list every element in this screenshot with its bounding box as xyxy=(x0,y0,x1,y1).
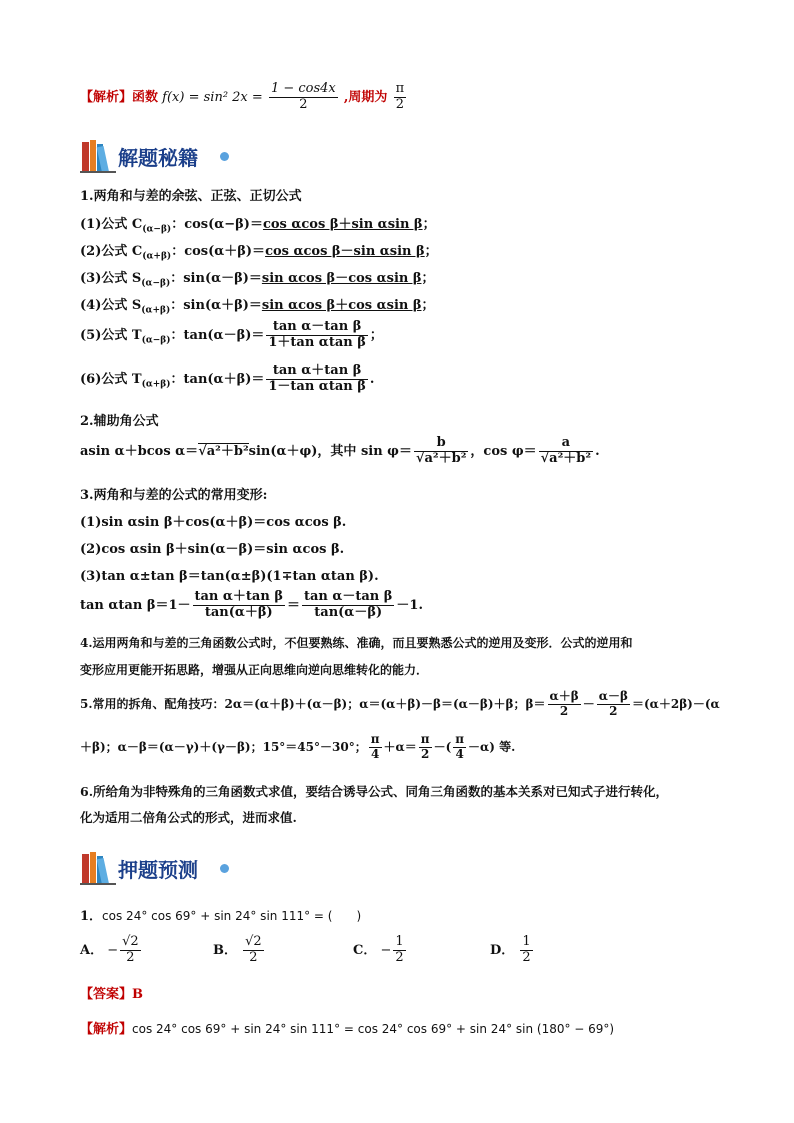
formula-5: (5)公式 $T_{(\alpha-\beta)}$：tan(α－β)＝ $\frac{\text{tan α－tan β}}{\text{1＋tan αtan β}}$ ； xyxy=(80,319,383,350)
func-label: 函数 xyxy=(132,89,159,105)
para-6a: 6.所给角为非特殊角的三角函数式求值，要结合诱导公式、同角三角函数的基本关系对已知式子进行转化， xyxy=(80,784,669,799)
transform-4: tan αtan β＝1－ $\frac{\text{tan α＋tan β}}{\tan(\alpha+\beta)}$ ＝ $\frac{\text{tan α－tan β}}{\tan(\alpha-\beta)}$ －1. xyxy=(80,589,423,620)
option-c: C． − $\frac{1}{2}$ xyxy=(353,934,404,965)
option-b-label: B． xyxy=(213,942,237,958)
books-icon xyxy=(80,850,120,886)
intro-frac-num: 1 − cos4x xyxy=(270,81,336,96)
option-b xyxy=(213,935,266,966)
heading-2: 2.辅助角公式 xyxy=(80,414,159,429)
intro-line xyxy=(80,82,408,113)
question-1: 1．cos 24° cos 69° + sin 24° sin 111° = ( ) xyxy=(80,909,362,924)
para-5b: ＋β)；α－β＝(α－γ)＋(γ－β)；15°＝45°－30°； $\frac{\pi}{4}$ ＋α＝ $\frac{\pi}{2}$ －( $\frac{\pi}{4}$ －α) 等. xyxy=(80,732,516,761)
intro-expr: f(x) = sin² 2x = xyxy=(162,89,263,105)
option-a-label: A． xyxy=(80,942,104,958)
para-6b: 化为适用二倍角公式的形式，进而求值. xyxy=(80,810,297,825)
formula-6: (6)公式 $T_{(\alpha+\beta)}$：tan(α＋β)＝ $\frac{\text{tan α＋tan β}}{\text{1－tan αtan β}}$ . xyxy=(80,363,375,394)
answer: 【答案】B xyxy=(80,987,143,1002)
intro-frac-den: 2 xyxy=(299,96,308,112)
option-d-label: D． xyxy=(490,942,515,958)
formula-3: (3)公式 $S_{(\alpha-\beta)}$：sin(α－β)＝sin αcos β－cos αsin β； xyxy=(80,271,435,289)
option-c-value: $\frac{1}{2}$ xyxy=(395,934,404,965)
aux-formula: asin α＋bcos α＝√a²＋b²sin(α＋φ)，其中 sin φ＝ $\frac{b}{\text{√a²＋b²}}$ ，cos φ＝ $\frac{a}{\text{√a²＋b²}}$ . xyxy=(80,435,600,466)
period-text: ,周期为 xyxy=(343,89,388,105)
transform-3: (3)tan α±tan β＝tan(α±β)(1∓tan αtan β). xyxy=(80,569,379,584)
section-title-tips: 解题秘籍 xyxy=(118,146,198,170)
section-dot-icon xyxy=(220,152,229,161)
intro-fraction xyxy=(269,82,338,113)
para-4b: 变形应用更能开拓思路，增强从正向思维向逆向思维转化的能力． xyxy=(80,663,429,677)
option-c-label: C． xyxy=(353,942,377,958)
section-header-predict xyxy=(80,848,260,888)
formula-4: (4)公式 $S_{(\alpha+\beta)}$：sin(α＋β)＝sin αcos β＋cos αsin β； xyxy=(80,298,435,316)
para-5a: 5.常用的拆角、配角技巧：2α＝(α＋β)＋(α－β)；α＝(α＋β)－β＝(α－β)＋β；β＝ $\frac{\alpha+\beta}{2}$ － $\frac{\alpha-\beta}{2}$ ＝(α＋2β)－(α xyxy=(80,689,720,718)
transform-1: (1)sin αsin β＋cos(α＋β)＝cos αcos β. xyxy=(80,515,347,530)
option-d xyxy=(490,935,535,966)
formula-2: (2)公式 $C_{(\alpha+\beta)}$：cos(α＋β)＝cos αcos β－sin αsin β； xyxy=(80,244,438,262)
section-dot-icon xyxy=(220,864,229,873)
explanation: 【解析】cos 24° cos 69° + sin 24° sin 111° = cos 24° cos 69° + sin 24° sin (180° − 69°) xyxy=(80,1022,615,1037)
heading-1: 1.两角和与差的余弦、正弦、正切公式 xyxy=(80,189,302,204)
books-icon xyxy=(80,138,120,174)
heading-3: 3.两角和与差的公式的常用变形: xyxy=(80,488,268,503)
period-fraction xyxy=(394,82,407,113)
option-a-value: $\frac{√2}{2}$ xyxy=(122,934,139,965)
formula-1: (1)公式 $C_{(\alpha-\beta)}$：cos(α−β)＝cos αcos β＋sin αsin β； xyxy=(80,217,436,235)
period-num: π xyxy=(395,81,405,96)
transform-2: (2)cos αsin β＋sin(α－β)＝sin αcos β. xyxy=(80,542,345,557)
analysis-label: 【解析】 xyxy=(80,89,133,105)
period-den: 2 xyxy=(395,96,404,112)
section-title-predict: 押题预测 xyxy=(118,858,198,882)
section-header-tips xyxy=(80,136,260,176)
option-b-value: $\frac{√2}{2}$ xyxy=(245,934,262,965)
para-4a: 4.运用两角和与差的三角函数公式时，不但要熟练、准确，而且要熟悉公式的逆用及变形．公式的逆用和 xyxy=(80,636,633,650)
options: A． − $\frac{√2}{2}$ xyxy=(80,934,139,965)
option-d-value: $\frac{1}{2}$ xyxy=(522,934,531,965)
